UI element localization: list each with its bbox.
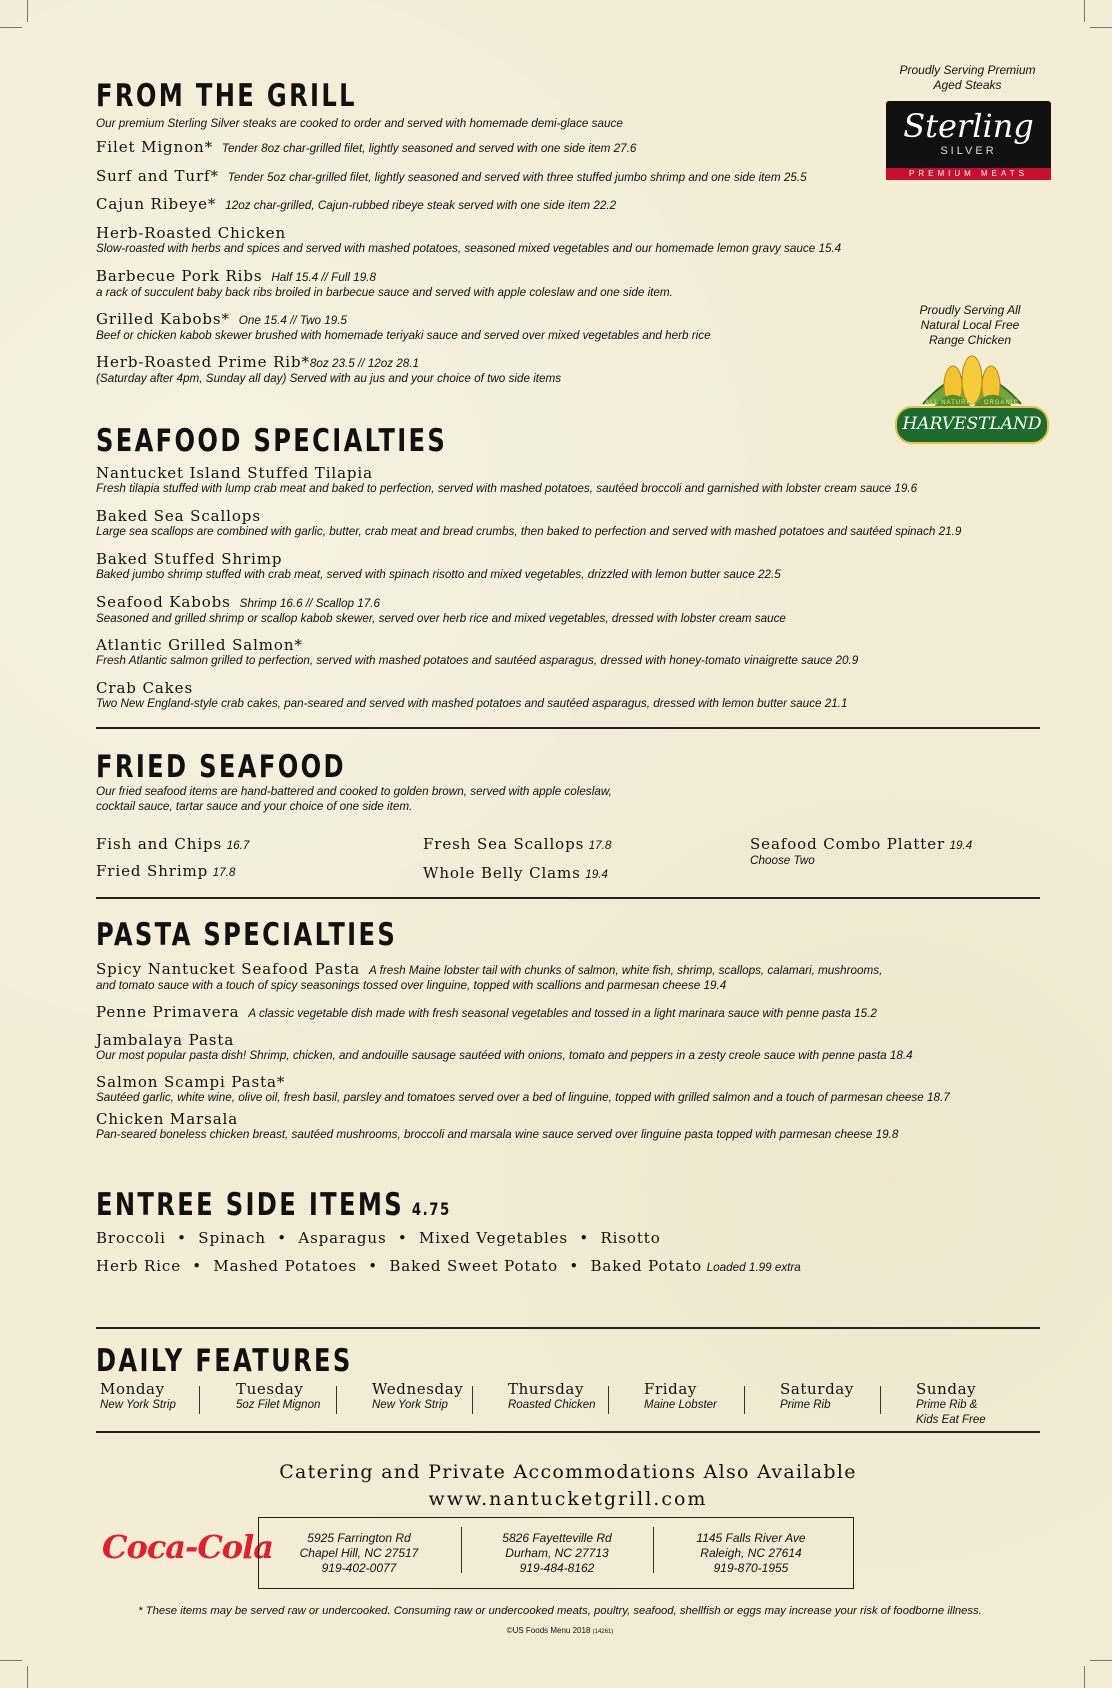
fried-intro: cocktail sauce, tartar sauce and your choice of one side item. bbox=[96, 800, 413, 813]
location-separator bbox=[461, 1527, 462, 1573]
day-item: Maine Lobster bbox=[644, 1399, 717, 1411]
section-title-fried: FRIED SEAFOOD bbox=[96, 749, 346, 785]
location-city: Durham, NC 27713 bbox=[505, 1546, 609, 1560]
disclaimer: * These items may be served raw or undercooked. Consuming raw or undercooked meats, poultry, seafood, shellfish or eggs may increase your risk of foodborne illness. bbox=[138, 1605, 982, 1617]
caption-line: Range Chicken bbox=[928, 333, 1012, 347]
harvest-arc: ALL NATURAL · ORGANIC bbox=[925, 400, 1019, 406]
item-desc: Beef or chicken kabob skewer brushed with homemade teriyaki sauce and served over mixed vegetables and herb rice bbox=[96, 329, 711, 342]
item-name: Nantucket Island Stuffed Tilapia bbox=[96, 464, 373, 482]
item-name: Chicken Marsala bbox=[96, 1110, 239, 1128]
location-city: Chapel Hill, NC 27517 bbox=[299, 1546, 419, 1560]
location bbox=[472, 1531, 642, 1576]
item-price: Half 15.4 // Full 19.8 bbox=[271, 271, 376, 284]
menu-item bbox=[96, 679, 847, 710]
item-desc: Fresh tilapia stuffed with lump crab meat and baked to perfection, served with mashed potatoes, sautéed broccoli and garnished with lobster cream sauce 19.6 bbox=[96, 482, 918, 495]
day-feature bbox=[372, 1380, 494, 1413]
item-name: Fried Shrimp bbox=[96, 862, 209, 880]
day-separator bbox=[472, 1386, 473, 1414]
day-name: Sunday bbox=[916, 1380, 977, 1398]
day-separator bbox=[744, 1386, 745, 1414]
menu-item bbox=[96, 310, 711, 342]
menu-item bbox=[423, 835, 611, 854]
item-desc: A classic vegetable dish made with fresh seasonal vegetables and tossed in a light marinara sauce with penne pasta 15.2 bbox=[248, 1007, 877, 1020]
item-name: Salmon Scampi Pasta* bbox=[96, 1073, 286, 1091]
day-name: Wednesday bbox=[372, 1380, 464, 1398]
item-desc: Tender 8oz char-grilled filet, lightly seasoned and served with one side item 27.6 bbox=[221, 142, 637, 155]
item-name: Filet Mignon* bbox=[96, 138, 213, 156]
item-desc: (Saturday after 4pm, Sunday all day) Served with au jus and your choice of two side items bbox=[96, 372, 562, 385]
item-desc: and tomato sauce with a touch of spicy seasonings tossed over linguine, topped with scallions and parmesan cheese 19.4 bbox=[96, 979, 727, 992]
section-divider bbox=[96, 897, 1040, 899]
item-desc: A fresh Maine lobster tail with chunks of salmon, white fish, shrimp, scallops, calamari, mushrooms, bbox=[369, 964, 883, 977]
day-separator bbox=[608, 1386, 609, 1414]
day-feature bbox=[236, 1380, 358, 1413]
day-feature bbox=[916, 1380, 1038, 1428]
crop-mark bbox=[27, 1666, 28, 1688]
sides-list: Herb Rice • Mashed Potatoes • Baked Sweet Potato • Baked Potato bbox=[96, 1257, 703, 1275]
item-name: Barbecue Pork Ribs bbox=[96, 267, 263, 285]
item-name: Penne Primavera bbox=[96, 1003, 240, 1021]
item-desc: Pan-seared boneless chicken breast, sautéed mushrooms, broccoli and marsala wine sauce served over linguine pasta topped with parmesan cheese 19.8 bbox=[96, 1128, 899, 1141]
sterling-silver-logo bbox=[886, 101, 1051, 180]
day-item: Prime Rib bbox=[780, 1399, 831, 1411]
day-separator bbox=[336, 1386, 337, 1414]
item-price: 17.8 bbox=[588, 839, 612, 852]
item-name: Spicy Nantucket Seafood Pasta bbox=[96, 960, 361, 978]
item-name: Herb-Roasted Chicken bbox=[96, 224, 287, 242]
item-name: Baked Sea Scallops bbox=[96, 507, 261, 525]
crop-mark bbox=[0, 27, 22, 28]
item-desc: Seasoned and grilled shrimp or scallop kabob skewer, served over herb rice and mixed vegetables, dressed with lobster cream sauce bbox=[96, 612, 786, 625]
caption-line: Proudly Serving All bbox=[919, 303, 1021, 317]
item-name: Baked Stuffed Shrimp bbox=[96, 550, 283, 568]
harvestland-logo bbox=[893, 352, 1051, 448]
item-desc: Our most popular pasta dish! Shrimp, chicken, and andouille sausage sautéed with onions, tomato and peppers in a zesty creole sauce with penne pasta 18.4 bbox=[96, 1049, 913, 1062]
location-street: 5925 Farrington Rd bbox=[307, 1531, 411, 1545]
grill-intro: Our premium Sterling Silver steaks are cooked to order and served with homemade demi-glace sauce bbox=[96, 117, 623, 130]
website-link[interactable]: www.nantucketgrill.com bbox=[428, 1488, 708, 1510]
location-phone: 919-870-1955 bbox=[713, 1561, 789, 1575]
item-desc: Fresh Atlantic salmon grilled to perfection, served with mashed potatoes and sautéed asparagus, dressed with honey-tomato vinaigrette sauce 20.9 bbox=[96, 654, 859, 667]
section-title-grill: FROM THE GRILL bbox=[96, 78, 357, 114]
day-name: Monday bbox=[100, 1380, 165, 1398]
logo-sub: SILVER bbox=[940, 145, 997, 157]
item-desc: Sautéed garlic, white wine, olive oil, fresh basil, parsley and tomatoes served over a bed of linguine, topped with grilled salmon and a touch of parmesan cheese 18.7 bbox=[96, 1091, 950, 1104]
item-name: Cajun Ribeye* bbox=[96, 195, 217, 213]
copyright-text: ©US Foods Menu 2018 bbox=[506, 1626, 591, 1635]
menu-item bbox=[96, 195, 616, 214]
day-item: Prime Rib & bbox=[916, 1399, 978, 1411]
section-title-sides bbox=[96, 1187, 451, 1223]
crop-mark bbox=[1090, 1660, 1112, 1661]
item-note: Choose Two bbox=[750, 854, 815, 867]
menu-item bbox=[96, 835, 249, 854]
location-phone: 919-484-8162 bbox=[519, 1561, 595, 1575]
item-name: Atlantic Grilled Salmon* bbox=[96, 636, 303, 654]
menu-item bbox=[96, 224, 841, 255]
day-feature bbox=[644, 1380, 766, 1413]
caption-line: Proudly Serving Premium bbox=[899, 63, 1036, 77]
menu-item bbox=[96, 960, 882, 992]
crop-mark bbox=[0, 1660, 22, 1661]
sides-row: Broccoli • Spinach • Asparagus • Mixed Vegetables • Risotto bbox=[96, 1229, 661, 1247]
item-name: Grilled Kabobs* bbox=[96, 310, 230, 328]
item-desc: Large sea scallops are combined with garlic, butter, crab meat and bread crumbs, then baked to perfection and served with mashed potatoes and sautéed spinach 21.9 bbox=[96, 525, 962, 538]
crop-mark bbox=[27, 0, 28, 22]
sides-row bbox=[96, 1257, 801, 1276]
day-name: Tuesday bbox=[236, 1380, 304, 1398]
menu-item bbox=[96, 1031, 913, 1062]
harvest-brand: HARVESTLAND bbox=[902, 414, 1042, 434]
location bbox=[274, 1531, 444, 1576]
copyright bbox=[80, 1626, 1040, 1635]
section-divider bbox=[96, 1327, 1040, 1329]
location bbox=[666, 1531, 836, 1576]
item-price: 17.8 bbox=[212, 866, 236, 879]
day-separator bbox=[880, 1386, 881, 1414]
menu-item bbox=[96, 593, 786, 625]
location-city: Raleigh, NC 27614 bbox=[700, 1546, 802, 1560]
item-name: Fresh Sea Scallops bbox=[423, 835, 585, 853]
harvestland-caption bbox=[895, 303, 1045, 348]
item-price: Shrimp 16.6 // Scallop 17.6 bbox=[239, 597, 380, 610]
item-name: Whole Belly Clams bbox=[423, 864, 581, 882]
menu-item bbox=[96, 1073, 950, 1104]
item-name: Seafood Kabobs bbox=[96, 593, 231, 611]
day-feature bbox=[780, 1380, 902, 1413]
day-feature bbox=[100, 1380, 222, 1413]
item-name: Herb-Roasted Prime Rib* bbox=[96, 353, 310, 371]
menu-item bbox=[96, 167, 807, 186]
location-street: 1145 Falls River Ave bbox=[696, 1531, 806, 1545]
crop-mark bbox=[1084, 1666, 1085, 1688]
caption-line: Aged Steaks bbox=[933, 78, 1002, 92]
item-name: Fish and Chips bbox=[96, 835, 223, 853]
catering-line: Catering and Private Accommodations Also Available bbox=[279, 1461, 857, 1483]
location-separator bbox=[653, 1527, 654, 1573]
item-price: 16.7 bbox=[226, 839, 250, 852]
crop-mark bbox=[1090, 27, 1112, 28]
item-desc: Tender 5oz char-grilled filet, lightly seasoned and served with three stuffed jumbo shrimp and one side item 25.5 bbox=[227, 171, 807, 184]
item-desc: a rack of succulent baby back ribs broiled in barbecue sauce and served with apple coleslaw and one side item. bbox=[96, 286, 673, 299]
caption-line: Natural Local Free bbox=[920, 318, 1020, 332]
menu-item bbox=[96, 862, 235, 881]
item-name: Seafood Combo Platter bbox=[750, 835, 946, 853]
sterling-caption bbox=[880, 63, 1055, 93]
sides-note: Loaded 1.99 extra bbox=[706, 1261, 801, 1274]
coca-cola-logo: Coca-Cola bbox=[102, 1528, 274, 1566]
menu-item bbox=[96, 267, 673, 299]
copyright-code: (14261) bbox=[592, 1629, 614, 1635]
item-desc: Baked jumbo shrimp stuffed with crab meat, served with spinach risotto and mixed vegetables, drizzled with lemon butter sauce 22.5 bbox=[96, 568, 781, 581]
crop-mark bbox=[1084, 0, 1085, 22]
fried-intro: Our fried seafood items are hand-battered and cooked to golden brown, served with apple coleslaw, bbox=[96, 785, 612, 798]
item-name: Surf and Turf* bbox=[96, 167, 219, 185]
menu-item bbox=[750, 835, 972, 867]
day-name: Friday bbox=[644, 1380, 697, 1398]
menu-item bbox=[96, 550, 781, 581]
sides-title: ENTREE SIDE ITEMS bbox=[96, 1187, 405, 1223]
item-desc: Two New England-style crab cakes, pan-seared and served with mashed potatoes and sautéed asparagus, dressed with lemon butter sauce 21.1 bbox=[96, 697, 848, 710]
menu-item bbox=[423, 864, 608, 883]
day-item: New York Strip bbox=[372, 1399, 448, 1411]
day-name: Thursday bbox=[508, 1380, 585, 1398]
location-street: 5826 Fayetteville Rd bbox=[502, 1531, 612, 1545]
menu-item bbox=[96, 353, 561, 385]
section-title-seafood: SEAFOOD SPECIALTIES bbox=[96, 423, 448, 459]
menu-item bbox=[96, 464, 917, 495]
day-item: New York Strip bbox=[100, 1399, 176, 1411]
day-name: Saturday bbox=[780, 1380, 854, 1398]
item-price: One 15.4 // Two 19.5 bbox=[238, 314, 348, 327]
item-price: 19.4 bbox=[949, 839, 973, 852]
menu-item bbox=[96, 1110, 898, 1141]
menu-item bbox=[96, 1003, 877, 1022]
item-name: Crab Cakes bbox=[96, 679, 194, 697]
section-divider bbox=[96, 1431, 1040, 1433]
item-desc: Slow-roasted with herbs and spices and served with mashed potatoes, seasoned mixed vegetables and our homemade lemon gravy sauce 15.4 bbox=[96, 242, 842, 255]
day-separator bbox=[199, 1386, 200, 1414]
item-price: 19.4 bbox=[585, 868, 608, 881]
section-title-pasta: PASTA SPECIALTIES bbox=[96, 917, 398, 953]
item-price: 8oz 23.5 // 12oz 28.1 bbox=[309, 357, 420, 370]
menu-item bbox=[96, 636, 858, 667]
day-item: Roasted Chicken bbox=[508, 1399, 596, 1411]
location-phone: 919-402-0077 bbox=[321, 1561, 397, 1575]
sides-price: 4.75 bbox=[411, 1200, 451, 1220]
item-desc: 12oz char-grilled, Cajun-rubbed ribeye steak served with one side item 22.2 bbox=[225, 199, 617, 212]
menu-item bbox=[96, 507, 961, 538]
menu-item bbox=[96, 138, 636, 157]
logo-band: PREMIUM MEATS bbox=[886, 168, 1051, 180]
day-feature bbox=[508, 1380, 630, 1413]
section-title-daily: DAILY FEATURES bbox=[96, 1343, 353, 1379]
logo-brand: Sterling bbox=[903, 107, 1034, 145]
day-item: 5oz Filet Mignon bbox=[236, 1399, 321, 1411]
day-item: Kids Eat Free bbox=[916, 1414, 986, 1426]
item-name: Jambalaya Pasta bbox=[96, 1031, 235, 1049]
section-divider bbox=[96, 727, 1040, 729]
